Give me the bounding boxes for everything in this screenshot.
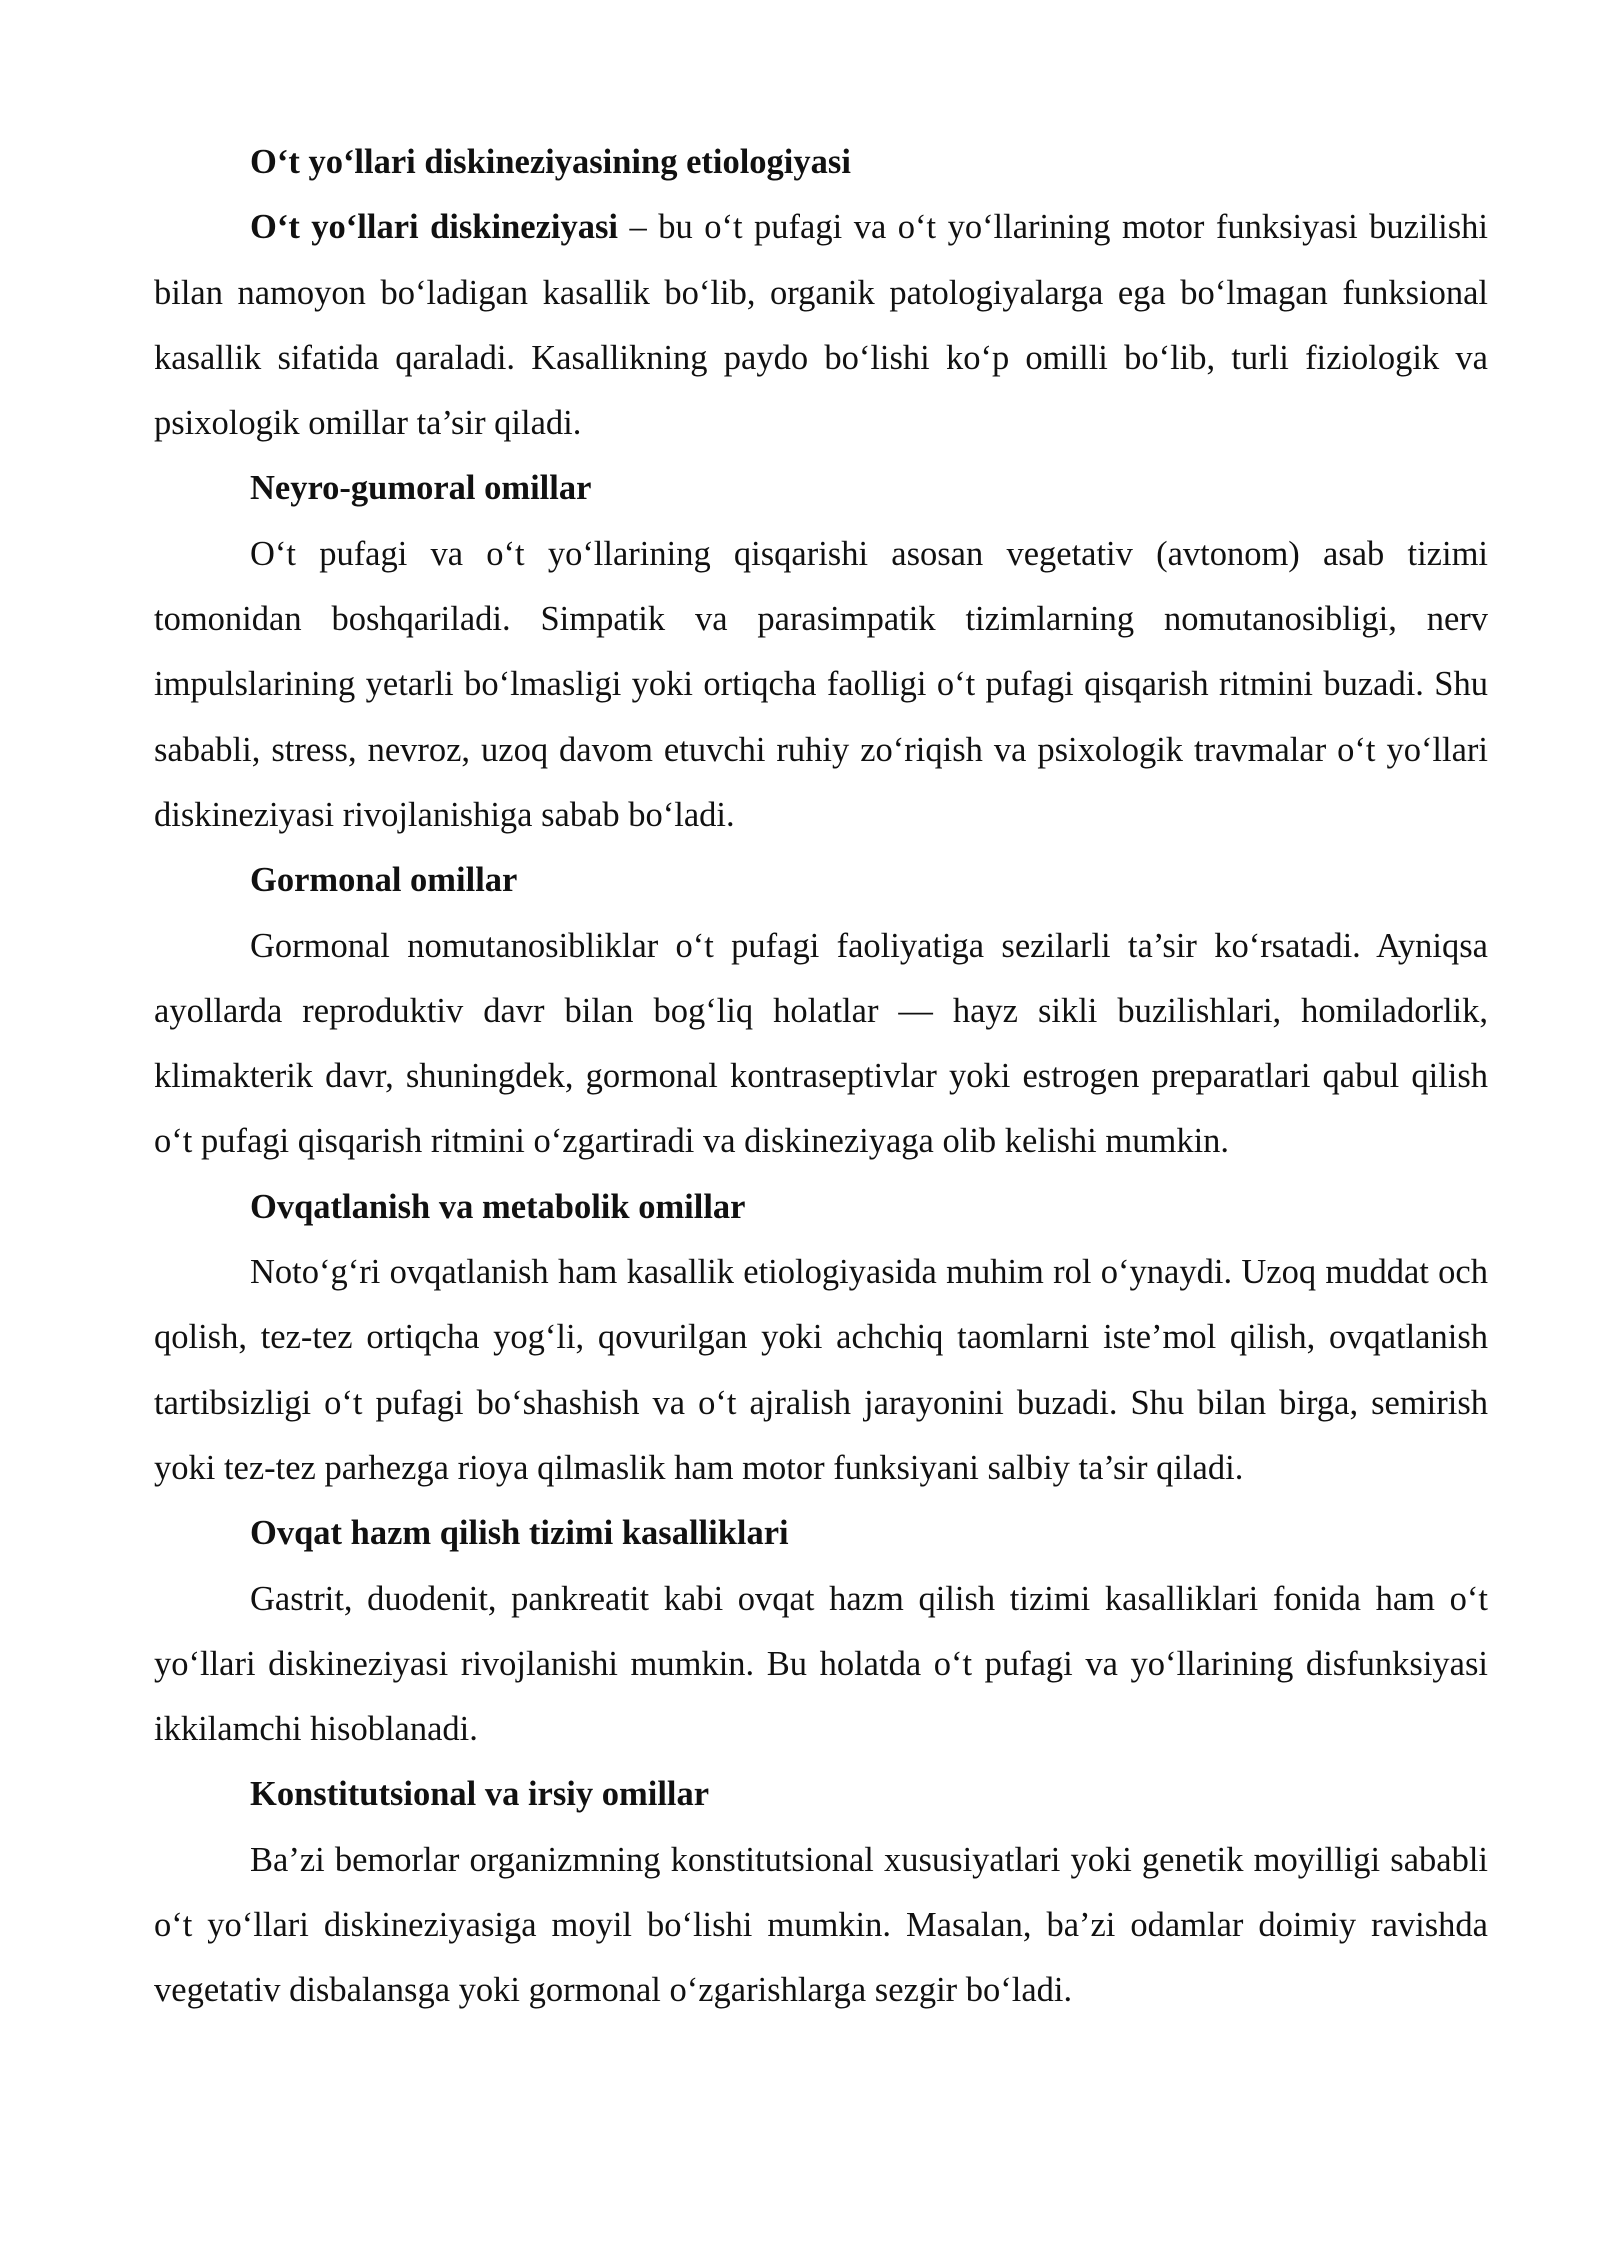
section-paragraph: Noto‘g‘ri ovqatlanish ham kasallik etiologiyasida muhim rol o‘ynaydi. Uzoq muddat och qolish, tez-tez ortiqcha yog‘li, qovurilgan yoki achchiq taomlarni iste’mol qilish, ovqatlanish tartibsizligi o‘t pufagi bo‘shashish va o‘t ajralish jarayonini buzadi. Shu bilan birga, semirish yoki tez-tez parhezga rioya qilmaslik ham motor funksiyani salbiy ta’sir qiladi. xyxy=(154,1253,1488,1487)
intro-paragraph xyxy=(154,195,1488,456)
section-heading: Neyro-gumoral omillar xyxy=(250,469,592,508)
section-heading: Gormonal omillar xyxy=(250,861,518,900)
intro-text: – bu o‘t pufagi va o‘t yo‘llarining motor funksiyasi buzilishi bilan namoyon bo‘ladigan kasallik bo‘lib, organik patologiyalarga ega bo‘lmagan funksional kasallik sifatida qaraladi. Kasallikning paydo bo‘lishi ko‘p omilli bo‘lib, turli fiziologik va psixologik omillar ta’sir qiladi. xyxy=(154,208,1489,443)
section-heading: Ovqat hazm qilish tizimi kasalliklari xyxy=(250,1514,789,1553)
section-heading: Konstitutsional va irsiy omillar xyxy=(250,1775,710,1814)
section-heading: Ovqatlanish va metabolik omillar xyxy=(250,1187,746,1226)
section-paragraph: Gastrit, duodenit, pankreatit kabi ovqat hazm qilish tizimi kasalliklari fonida ham o‘t yo‘llari diskineziyasi rivojlanishi mumkin. Bu holatda o‘t pufagi va yo‘llarining disfunksiyasi ikkilamchi hisoblanadi. xyxy=(154,1579,1488,1749)
intro-term: O‘t yo‘llari diskineziyasi xyxy=(250,208,618,247)
document-page xyxy=(154,130,1488,2024)
section-paragraph: Gormonal nomutanosibliklar o‘t pufagi faoliyatiga sezilarli ta’sir ko‘rsatadi. Ayniqsa ayollarda reproduktiv davr bilan bog‘liq holatlar — hayz sikli buzilishlari, homiladorlik, klimakterik davr, shuningdek, gormonal kontraseptivlar yoki estrogen preparatlari qabul qilish o‘t pufagi qisqarish ritmini o‘zgartiradi va diskineziyaga olib kelishi mumkin. xyxy=(154,926,1488,1161)
section-paragraph: Ba’zi bemorlar organizmning konstitutsional xususiyatlari yoki genetik moyilligi sababli o‘t yo‘llari diskineziyasiga moyil bo‘lishi mumkin. Masalan, ba’zi odamlar doimiy ravishda vegetativ disbalansga yoki gormonal o‘zgarishlarga sezgir bo‘ladi. xyxy=(154,1840,1488,2010)
document-title: O‘t yo‘llari diskineziyasining etiologiyasi xyxy=(250,143,851,181)
section-paragraph: O‘t pufagi va o‘t yo‘llarining qisqarishi asosan vegetativ (avtonom) asab tizimi tomonidan boshqariladi. Simpatik va parasimpatik tizimlarning nomutanosibligi, nerv impulslarining yetarli bo‘lmasligi yoki ortiqcha faolligi o‘t pufagi qisqarish ritmini buzadi. Shu sababli, stress, nevroz, uzoq davom etuvchi ruhiy zo‘riqish va psixologik travmalar o‘t yo‘llari diskineziyasi rivojlanishiga sabab bo‘ladi. xyxy=(154,534,1488,834)
